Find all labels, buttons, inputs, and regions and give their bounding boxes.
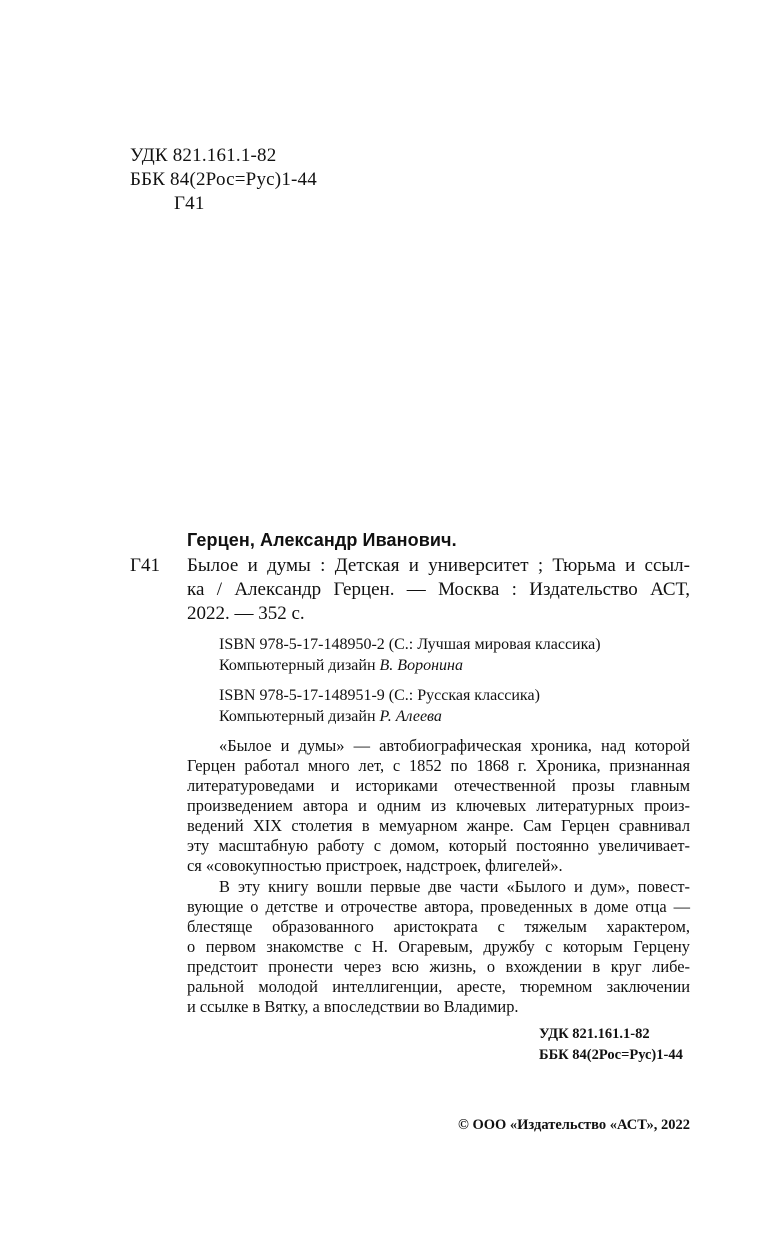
design-credit-1 [219, 655, 463, 676]
annotation-p1-line-1: «Былое и думы» — автобиографическая хроника, над которой [219, 736, 690, 755]
isbn-1: ISBN 978-5-17-148950-2 (С.: Лучшая мировая классика) [219, 636, 601, 653]
annotation-p1-line-7: ся «совокупностью пристроек, надстроек, флигелей». [187, 856, 563, 875]
annotation-p1-line-5: ведений XIX столетия в мемуарном жанре. Сам Герцен сравнивал [187, 816, 690, 835]
design-credit-2-prefix: Компьютерный дизайн [219, 708, 380, 725]
design-credit-1-prefix: Компьютерный дизайн [219, 657, 380, 674]
design-credit-2-name: Р. Алеева [379, 708, 442, 725]
design-credit-1-name: В. Воронина [379, 657, 463, 674]
annotation-p2-line-4: о первом знакомстве с Н. Огаревым, дружбу с которым Герцену [187, 937, 690, 956]
bbk-code-top: ББК 84(2Рос=Рус)1-44 [130, 169, 317, 190]
bbk-code-bottom: ББК 84(2Рос=Рус)1-44 [539, 1047, 683, 1063]
annotation-p2-line-5: предстоит пронести через всю жизнь, о вхождении в круг либе- [187, 957, 690, 976]
copyright-notice: © ООО «Издательство «АСТ», 2022 [457, 1117, 690, 1133]
annotation-p2-line-1: В эту книгу вошли первые две части «Былого и дум», повест- [219, 877, 690, 896]
isbn-2: ISBN 978-5-17-148951-9 (С.: Русская классика) [219, 687, 540, 704]
annotation-p1-line-2: Герцен работал много лет, с 1852 по 1868 г. Хроника, признанная [187, 756, 690, 775]
title-line-1: Былое и думы : Детская и университет ; Тюрьма и ссыл- [187, 555, 690, 576]
title-line-3: 2022. — 352 с. [187, 603, 305, 624]
author-mark-top: Г41 [174, 193, 205, 214]
title-line-2: ка / Александр Герцен. — Москва : Издательство АСТ, [187, 579, 690, 600]
udk-code-top: УДК 821.161.1-82 [130, 145, 277, 166]
annotation-p2-line-7: и ссылке в Вятку, а впоследствии во Владимир. [187, 997, 519, 1016]
annotation-p1-line-3: литературоведами и историками отечественной прозы главным [187, 776, 690, 795]
udk-code-bottom: УДК 821.161.1-82 [539, 1026, 650, 1042]
author-mark-entry: Г41 [130, 555, 160, 576]
annotation-p1-line-6: эту масштабную работу с домом, который постоянно увеличивает- [187, 836, 690, 855]
annotation-p2-line-3: блестяще образованного аристократа с тяжелым характером, [187, 917, 690, 936]
annotation-p2-line-2: вующие о детстве и отрочестве автора, проведенных в доме отца — [187, 897, 690, 916]
author-heading: Герцен, Александр Иванович. [187, 530, 457, 550]
annotation-p2-line-6: ральной молодой интеллигенции, аресте, тюремном заключении [187, 977, 690, 996]
annotation-p1-line-4: произведением автора и одним из ключевых литературных произ- [187, 796, 690, 815]
design-credit-2 [219, 706, 442, 727]
